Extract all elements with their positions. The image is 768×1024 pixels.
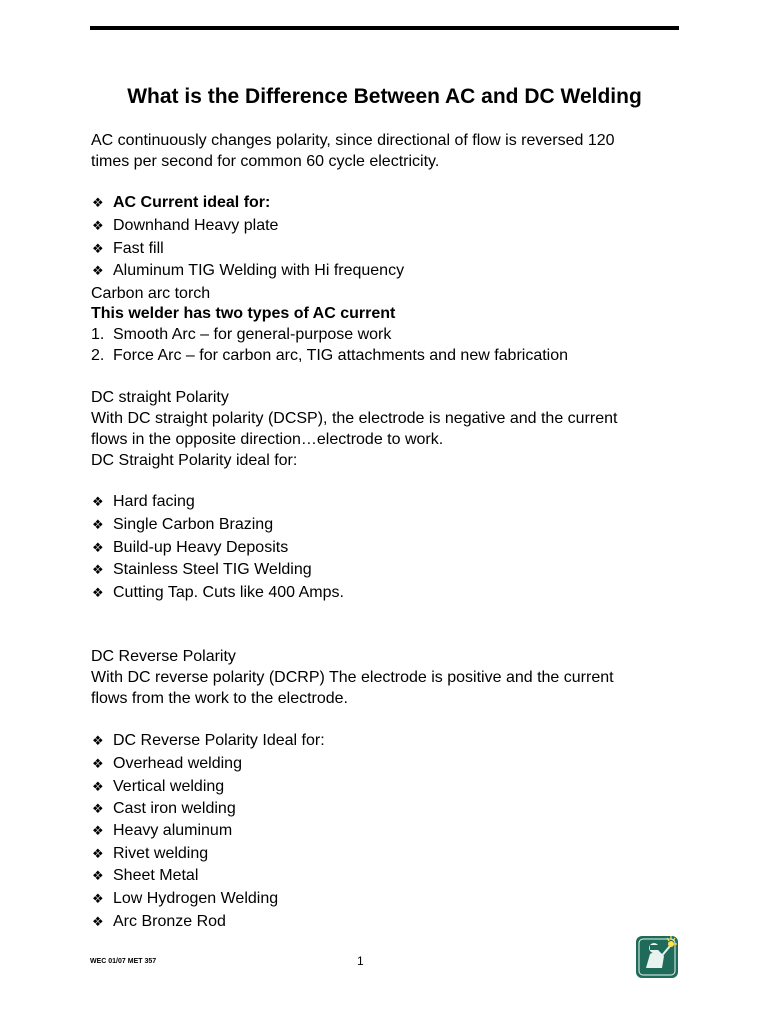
bullet-icon: ❖ bbox=[92, 264, 104, 279]
intro-line-2: times per second for common 60 cycle electricity. bbox=[91, 153, 440, 170]
bullet-icon: ❖ bbox=[92, 757, 104, 772]
bullet-icon: ❖ bbox=[92, 734, 104, 749]
intro-line-1: AC continuously changes polarity, since directional of flow is reversed 120 bbox=[91, 132, 615, 149]
bullet-icon: ❖ bbox=[92, 802, 104, 817]
bullet-icon: ❖ bbox=[92, 869, 104, 884]
bullet-icon: ❖ bbox=[92, 495, 104, 510]
numbered-item: 2. Force Arc – for carbon arc, TIG attachments and new fabrication bbox=[91, 347, 569, 364]
bullet-icon: ❖ bbox=[92, 847, 104, 862]
footer-code: WEC 01/07 MET 357 bbox=[90, 958, 157, 965]
bullet-icon: ❖ bbox=[92, 518, 104, 533]
bullet-icon: ❖ bbox=[92, 780, 104, 795]
list-item: ❖ DC Reverse Polarity Ideal for: bbox=[92, 731, 325, 752]
list-item: ❖ AC Current ideal for: bbox=[92, 193, 270, 214]
bullet-icon: ❖ bbox=[92, 563, 104, 578]
bullet-icon: ❖ bbox=[92, 892, 104, 907]
list-item: ❖ Build-up Heavy Deposits bbox=[92, 538, 288, 559]
list-item: ❖ Cutting Tap. Cuts like 400 Amps. bbox=[92, 583, 344, 604]
list-item: ❖ Stainless Steel TIG Welding bbox=[92, 560, 312, 581]
bullet-icon: ❖ bbox=[92, 915, 104, 930]
list-item: ❖ Downhand Heavy plate bbox=[92, 216, 278, 237]
numbered-item: 1. Smooth Arc – for general-purpose work bbox=[91, 326, 392, 343]
bullet-icon: ❖ bbox=[92, 242, 104, 257]
dcrp-heading: DC Reverse Polarity bbox=[91, 648, 236, 665]
dcsp-line-2: flows in the opposite direction…electrode to work. bbox=[91, 431, 444, 448]
bullet-icon: ❖ bbox=[92, 219, 104, 234]
top-rule bbox=[90, 26, 679, 30]
list-item: ❖ Vertical welding bbox=[92, 777, 224, 798]
carbon-arc-line: Carbon arc torch bbox=[91, 285, 211, 302]
dcsp-ideal: DC Straight Polarity ideal for: bbox=[91, 452, 298, 469]
dcsp-heading: DC straight Polarity bbox=[91, 389, 229, 406]
list-item: ❖ Hard facing bbox=[92, 492, 195, 513]
dcrp-line-1: With DC reverse polarity (DCRP) The electrode is positive and the current bbox=[91, 669, 614, 686]
list-item: ❖ Aluminum TIG Welding with Hi frequency bbox=[92, 261, 404, 282]
bullet-icon: ❖ bbox=[92, 196, 104, 211]
page-title: What is the Difference Between AC and DC Welding bbox=[127, 85, 642, 108]
list-item: ❖ Cast iron welding bbox=[92, 799, 236, 820]
bullet-icon: ❖ bbox=[92, 586, 104, 601]
list-item: ❖ Fast fill bbox=[92, 239, 164, 260]
list-item: ❖ Rivet welding bbox=[92, 844, 208, 865]
bullet-icon: ❖ bbox=[92, 541, 104, 556]
dcrp-line-2: flows from the work to the electrode. bbox=[91, 690, 348, 707]
dcsp-line-1: With DC straight polarity (DCSP), the electrode is negative and the current bbox=[91, 410, 618, 427]
list-item: ❖ Single Carbon Brazing bbox=[92, 515, 273, 536]
page-number: 1 bbox=[357, 954, 364, 968]
welder-logo-icon bbox=[636, 932, 678, 978]
two-types-heading: This welder has two types of AC current bbox=[91, 305, 396, 322]
list-item: ❖ Low Hydrogen Welding bbox=[92, 889, 278, 910]
list-item: ❖ Overhead welding bbox=[92, 754, 242, 775]
list-item: ❖ Heavy aluminum bbox=[92, 821, 232, 842]
list-item: ❖ Sheet Metal bbox=[92, 866, 198, 887]
bullet-icon: ❖ bbox=[92, 824, 104, 839]
list-item: ❖ Arc Bronze Rod bbox=[92, 912, 226, 933]
